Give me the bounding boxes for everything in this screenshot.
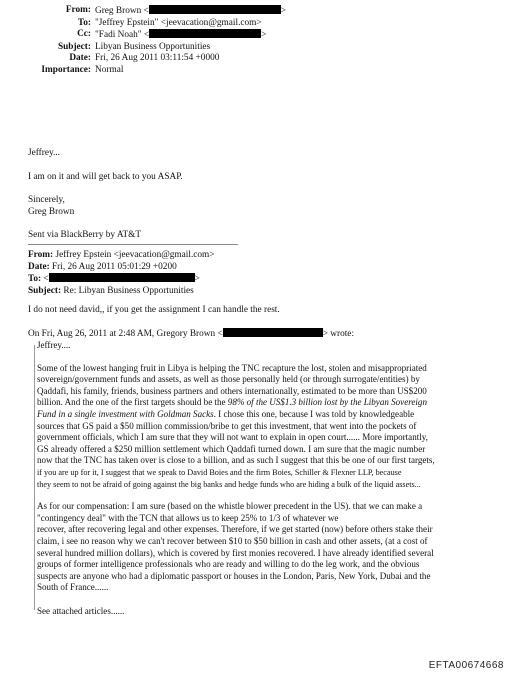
date-label: Date:: [69, 53, 91, 64]
importance-label: Importance:: [41, 64, 91, 75]
email1-header: [40, 5, 395, 77]
paragraph-1: Some of the lowest hanging fruit in Libya is helping the TNC recapture the lost, stolen and misappropriated sovereign/government funds and assets, as well as those personally held (or through surrogate/entities) by Qaddafi, his family, friends, business partners and others internationally, estimated to be more than US$200 billion. And the one of the first targets should be the 98% of the US$1.3 billion lost by the Libyan Sovereign Fund in a single investment with Goldman Sacks. I chose this one, because I was told by knowledgeable sources that GS paid a $50 million commission/bribe to get this investment, that went into the pockets of government officials, which I am sure that they will not want to explain in open court...... More importantly, GS already offered a $250 million settlement which Qaddafi turned down. I am sure that the magic number now that the TNC has taken over is close to a billion, and as such I suggest that this be one of our first targets, if you are up for it, I suggest that we speak to David Boies and the firm Boies, Schiller & Flexner LLP, because they seem to not be afraid of going against the big banks and hedge funds who are hiding a bulk of the liquid assets...: [37, 362, 435, 489]
attached-note: See attached articles......: [37, 605, 125, 616]
redaction-box: [149, 5, 281, 14]
body-line: I do not need david,, if you get the assignment I can handle the rest.: [28, 305, 280, 315]
email2-header: From: Jeffrey Epstein <jeevacation@gmail.com> Date: Fri, 26 Aug 2011 05:01:29 +0200 To: < > Subject: Re: Libyan Business Opportunities: [28, 250, 215, 296]
cc-label: Cc:: [77, 29, 91, 40]
redaction-box: [49, 273, 195, 282]
quoted-message: [37, 340, 512, 617]
document-id: EFTA00674668: [428, 660, 504, 671]
date-value: Fri, 26 Aug 2011 03:11:54 +0000: [95, 53, 220, 64]
from-value: Greg Brown < >: [95, 6, 287, 16]
date-value: Fri, 26 Aug 2011 05:01:29 +0200: [52, 261, 177, 272]
greeting: Jeffrey....: [37, 340, 71, 350]
email2-body: [28, 305, 498, 317]
subject-label: Subject:: [57, 41, 91, 52]
subject-label: Subject:: [28, 285, 62, 296]
closing: Sincerely,: [28, 195, 65, 206]
paragraph-2: As for our compensation: I am sure (based on the whistle blower precedent in the US). that we can make a "contingency deal" with the TCN that allows us to keep 25% to 1/3 of whatever we recover, after recovering legal and other expenses. Therefore, if we get started (now) before others stake their claim, i see no reason why we can't recover between $10 to $50 billion in cash and other assets, (at a cost of several hundred million dollars), which is covered by first monies recovered. I have already identified several groups of former intelligence professionals who are ready and willing to do the leg work, and the obvious suspects are anyone who had a diplomatic passport or houses in the London, Paris, New York, Dubai and the South of France......: [37, 501, 434, 593]
to-label: To:: [28, 274, 42, 285]
date-label: Date:: [28, 261, 50, 272]
separator-rule: [28, 244, 238, 245]
sent-via: Sent via BlackBerry by AT&T: [28, 230, 142, 241]
cc-value: "Fadi Noah" < >: [95, 30, 267, 41]
email1-body: [28, 148, 498, 242]
from-label: From:: [28, 250, 54, 260]
importance-value: Normal: [95, 64, 124, 75]
from-label: From:: [65, 5, 91, 15]
body-line: I am on it and will get back to you ASAP.: [28, 171, 183, 182]
redaction-box: [149, 29, 261, 38]
subject-value: Libyan Business Opportunities: [95, 41, 211, 52]
signature-name: Greg Brown: [28, 206, 75, 217]
subject-value: Re: Libyan Business Opportunities: [63, 285, 194, 296]
from-value: Jeffrey Epstein <jeevacation@gmail.com>: [55, 250, 215, 260]
quoted-intro: On Fri, Aug 26, 2011 at 2:48 AM, Gregory Brown < > wrote:: [28, 329, 355, 339]
to-value: "Jeffrey Epstein" <jeevacation@gmail.com>: [95, 17, 262, 28]
redaction-box: [223, 328, 323, 337]
greeting: Jeffrey...: [28, 148, 61, 158]
to-label: To:: [77, 17, 91, 28]
to-value: <: [43, 274, 49, 285]
quote-bar: [34, 345, 35, 610]
